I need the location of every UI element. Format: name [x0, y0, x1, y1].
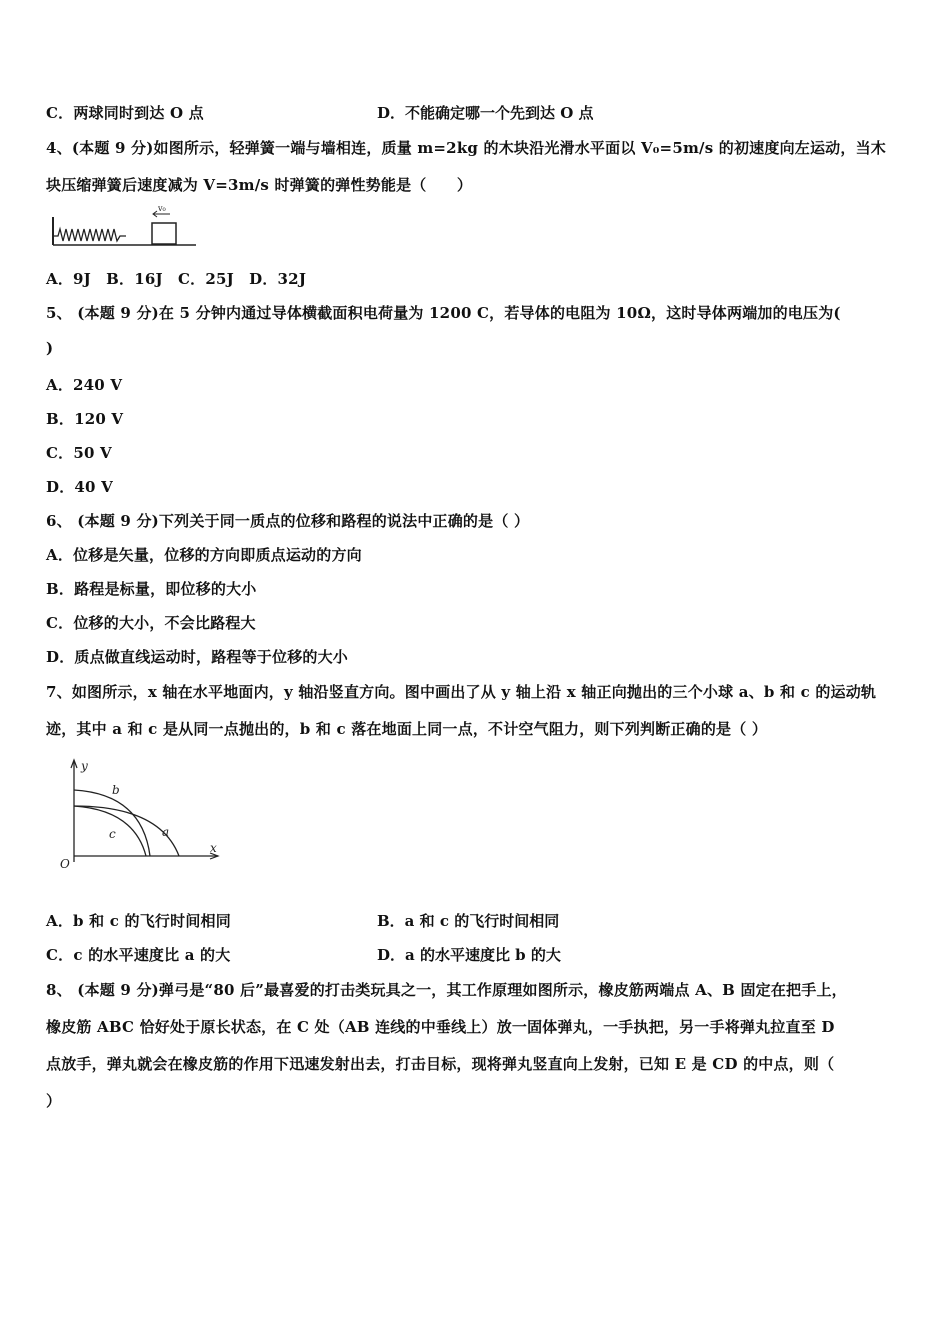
- q7-option-c: C．c 的水平速度比 a 的大: [46, 946, 231, 964]
- q6-stem: 6、 (本题 9 分)下列关于同一质点的位移和路程的说法中正确的是（ ）: [46, 512, 530, 530]
- block: [152, 223, 176, 244]
- x-axis-label: x: [210, 841, 217, 855]
- curve-label-a: a: [162, 825, 170, 839]
- q6-option-b: B．路程是标量，即位移的大小: [46, 580, 257, 598]
- q5-option-d: D．40 V: [46, 478, 113, 496]
- curve-label-b: b: [112, 783, 120, 797]
- y-axis-label: y: [81, 759, 88, 773]
- q8-stem-line4: ）: [46, 1092, 62, 1110]
- q7-stem-line2: 迹，其中 a 和 c 是从同一点抛出的，b 和 c 落在地面上同一点，不计空气阻力，则下列判断正确的是（ ）: [46, 720, 768, 738]
- spring-block-figure: [48, 203, 198, 249]
- curve-label-c: c: [109, 827, 116, 841]
- trajectory-b: [74, 790, 150, 856]
- q3-option-d: D．不能确定哪一个先到达 O 点: [377, 104, 594, 122]
- q8-stem-line3: 点放手，弹丸就会在橡皮筋的作用下迅速发射出去，打击目标，现将弹丸竖直向上发射，已知 E 是 CD 的中点，则（: [46, 1055, 835, 1073]
- q3-option-c: C．两球同时到达 O 点: [46, 104, 204, 122]
- origin-label: O: [60, 857, 70, 871]
- q6-option-d: D．质点做直线运动时，路程等于位移的大小: [46, 648, 349, 666]
- q8-stem-line2: 橡皮筋 ABC 恰好处于原长状态，在 C 处（AB 连线的中垂线上）放一固体弹丸，一手执把，另一手将弹丸拉直至 D: [46, 1018, 835, 1036]
- q7-option-a: A．b 和 c 的飞行时间相同: [46, 912, 231, 930]
- q7-option-b: B．a 和 c 的飞行时间相同: [377, 912, 560, 930]
- q5-option-c: C．50 V: [46, 444, 112, 462]
- spring: [53, 229, 126, 241]
- q5-option-b: B．120 V: [46, 410, 124, 428]
- q8-stem-line1: 8、 (本题 9 分)弹弓是“80 后”最喜爱的打击类玩具之一，其工作原理如图所示，橡皮筋两端点 A、B 固定在把手上，: [46, 981, 847, 999]
- q4-stem-line1: 4、(本题 9 分)如图所示，轻弹簧一端与墙相连，质量 m=2kg 的木块沿光滑水平面以 V₀=5m/s 的初速度向左运动，当木: [46, 139, 886, 157]
- q5-stem-line2: ): [46, 339, 54, 357]
- q4-options: A．9J B．16J C．25J D．32J: [46, 270, 307, 288]
- velocity-label: v₀: [158, 204, 166, 213]
- q5-stem-line1: 5、 (本题 9 分)在 5 分钟内通过导体横截面积电荷量为 1200 C，若导体的电阻为 10Ω，这时导体两端加的电压为(: [46, 304, 841, 322]
- q6-option-a: A．位移是矢量，位移的方向即质点运动的方向: [46, 546, 362, 564]
- q5-option-a: A．240 V: [46, 376, 123, 394]
- q7-stem-line1: 7、如图所示，x 轴在水平地面内，y 轴沿竖直方向。图中画出了从 y 轴上沿 x 轴正向抛出的三个小球 a、b 和 c 的运动轨: [46, 683, 877, 701]
- q7-option-d: D．a 的水平速度比 b 的大: [377, 946, 561, 964]
- projectile-trajectory-figure: [52, 756, 227, 874]
- q6-option-c: C．位移的大小，不会比路程大: [46, 614, 256, 632]
- q4-stem-line2: 块压缩弹簧后速度减为 V=3m/s 时弹簧的弹性势能是（ ）: [46, 176, 473, 194]
